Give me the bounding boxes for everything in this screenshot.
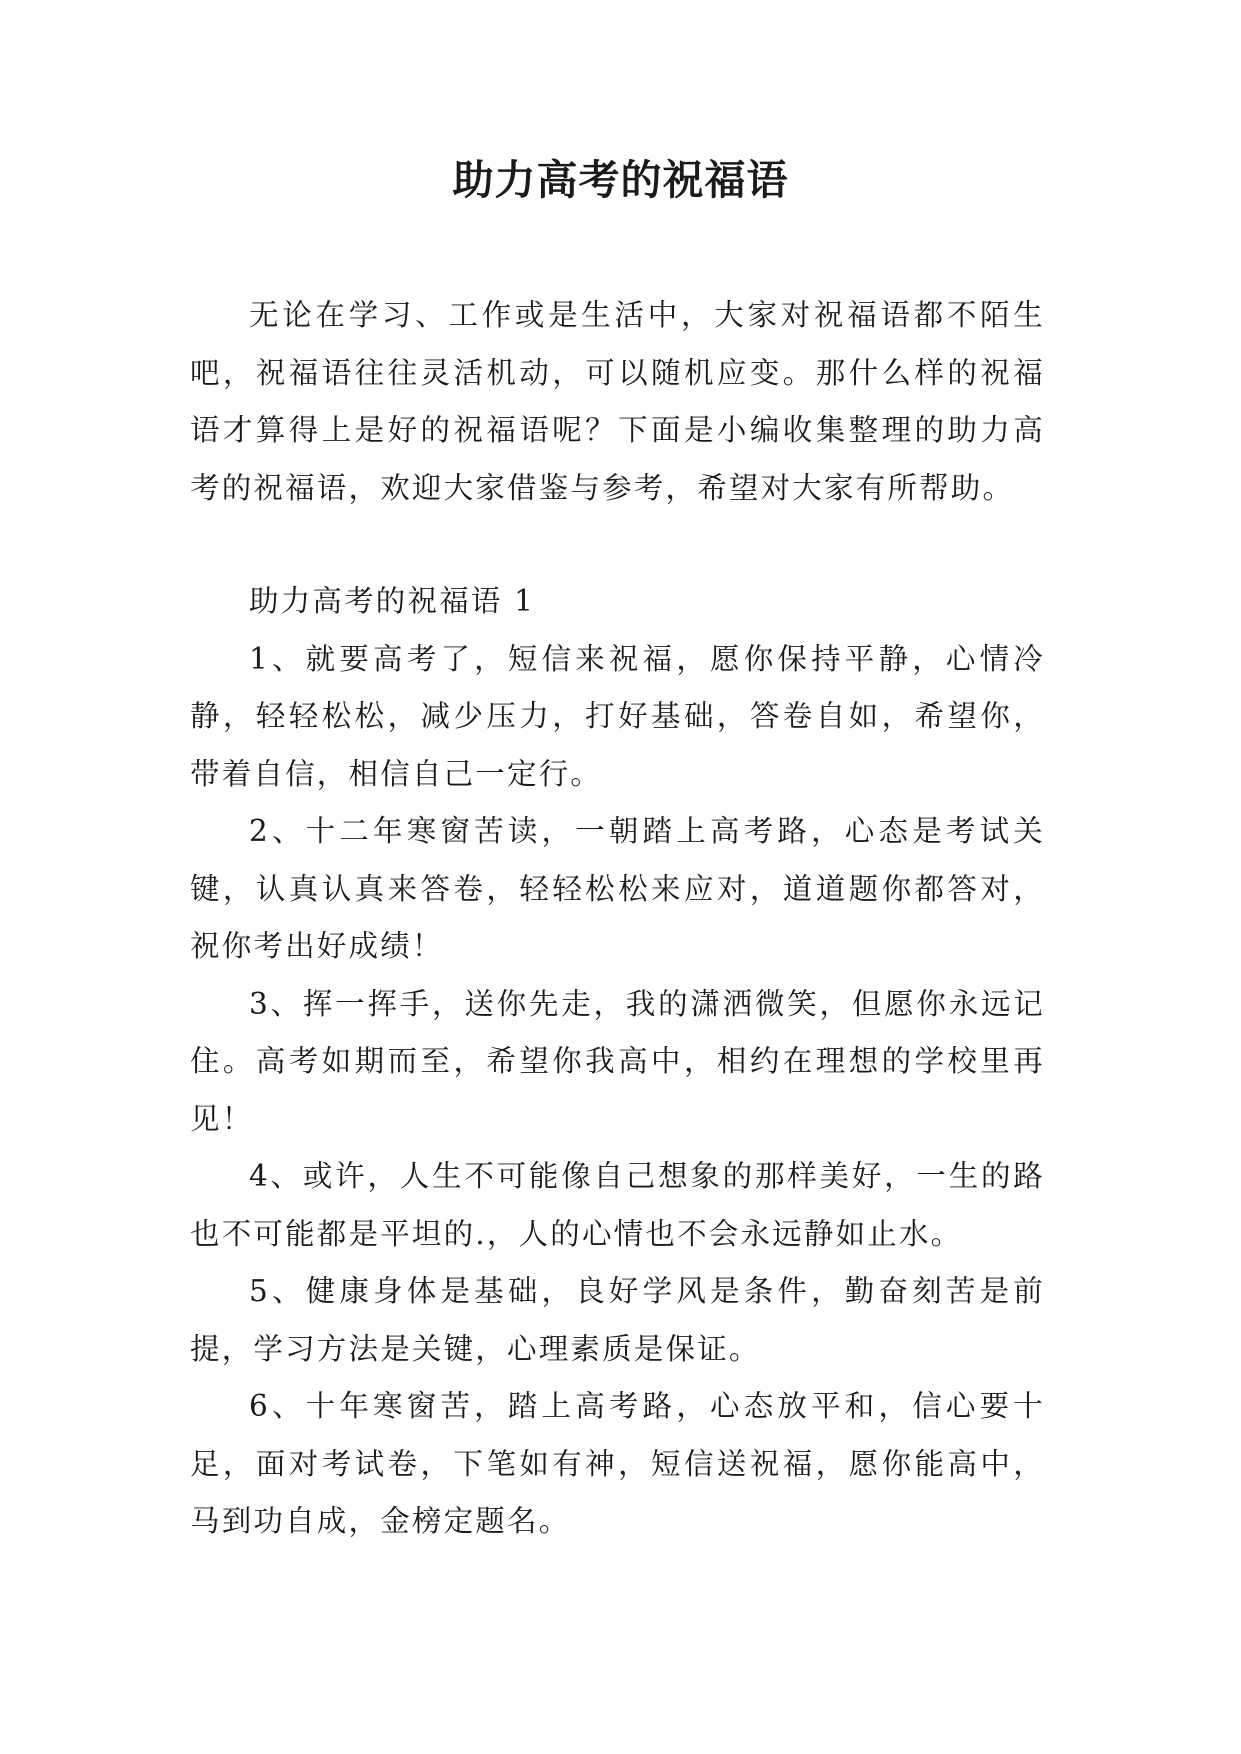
blessing-item-4: 4、或许，人生不可能像自己想象的那样美好，一生的路也不可能都是平坦的.，人的心情也不会永远静如止水。 xyxy=(190,1159,1045,1251)
blessing-item-6: 6、十年寒窗苦，踏上高考路，心态放平和，信心要十足，面对考试卷，下笔如有神，短信送祝福，愿你能高中，马到功自成，金榜定题名。 xyxy=(190,1389,1045,1538)
blessing-item-5: 5、健康身体是基础，良好学风是条件，勤奋刻苦是前提，学习方法是关键，心理素质是保证。 xyxy=(190,1274,1045,1366)
intro-paragraph: 无论在学习、工作或是生活中，大家对祝福语都不陌生吧，祝福语往往灵活机动，可以随机应变。那什么样的祝福语才算得上是好的祝福语呢？下面是小编收集整理的助力高考的祝福语，欢迎大家借鉴与参考，希望对大家有所帮助。 xyxy=(190,298,1045,505)
section-heading: 助力高考的祝福语 1 xyxy=(249,584,536,618)
blessing-item-1: 1、就要高考了，短信来祝福，愿你保持平静，心情冷静，轻轻松松，减少压力，打好基础，答卷自如，希望你，带着自信，相信自己一定行。 xyxy=(190,641,1045,791)
blessing-item-3: 3、挥一挥手，送你先走，我的潇洒微笑，但愿你永远记住。高考如期而至，希望你我高中，相约在理想的学校里再见！ xyxy=(190,986,1045,1136)
document-body xyxy=(190,287,1045,1551)
blessing-item-2: 2、十二年寒窗苦读，一朝踏上高考路，心态是考试关键，认真认真来答卷，轻轻松松来应对，道道题你都答对，祝你考出好成绩！ xyxy=(190,814,1045,963)
document-title: 助力高考的祝福语 xyxy=(452,156,789,204)
